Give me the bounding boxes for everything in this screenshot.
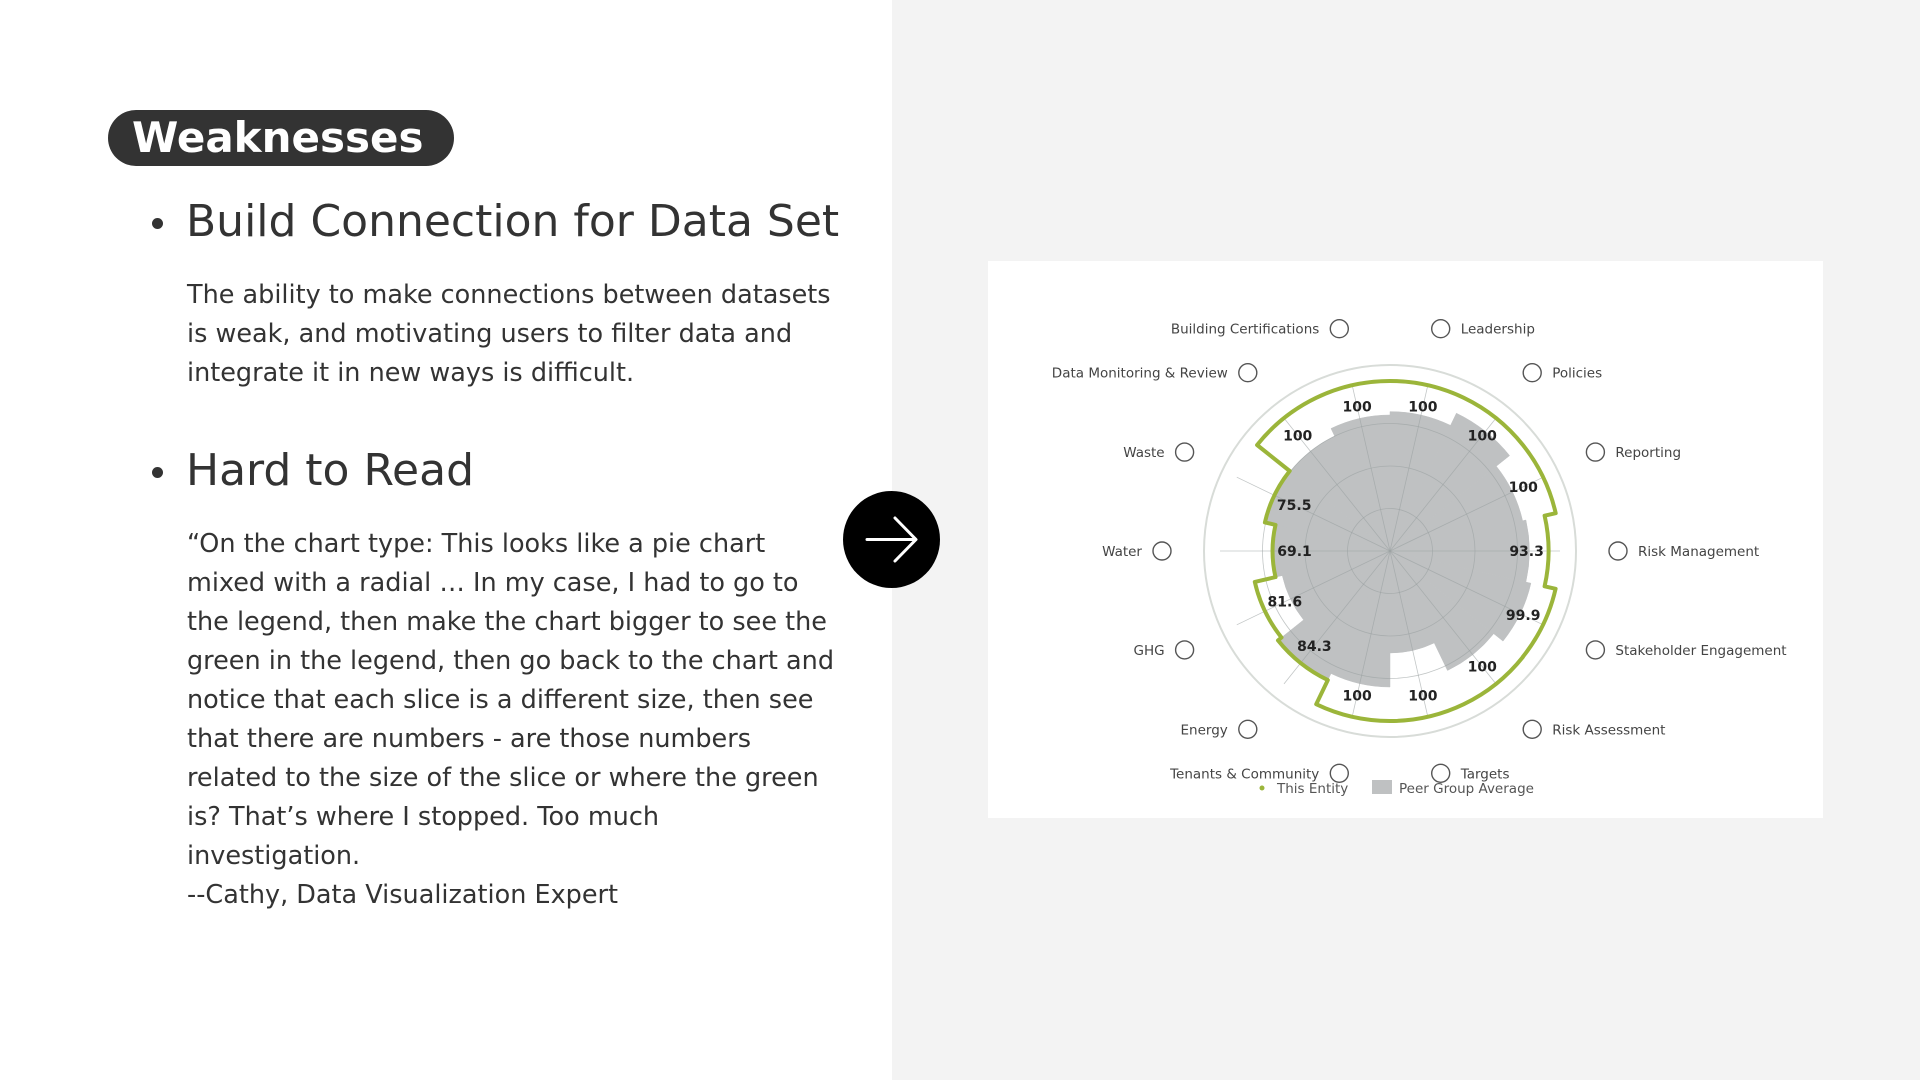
data-value-label: 93.3 xyxy=(1509,544,1544,560)
paragraph-line: integrate it in new ways is difficult. xyxy=(187,358,635,388)
category-label: Waste xyxy=(1123,445,1165,462)
legend-entity-label: This Entity xyxy=(1277,781,1349,797)
data-value-label: 100 xyxy=(1342,399,1372,416)
category-icon xyxy=(1523,364,1541,382)
data-value-label: 100 xyxy=(1467,659,1497,676)
bullet-dot xyxy=(152,218,163,229)
category-label: GHG xyxy=(1133,642,1165,659)
paragraph-line: the legend, then make the chart bigger to see the xyxy=(187,607,827,637)
category-icon xyxy=(1239,364,1257,382)
category-label: Reporting xyxy=(1615,445,1682,462)
category-icon xyxy=(1609,542,1627,560)
data-value-label: 100 xyxy=(1408,399,1438,416)
data-value-label: 100 xyxy=(1342,688,1372,705)
category-icon xyxy=(1523,720,1541,738)
category-icon xyxy=(1176,641,1194,659)
paragraph-line: is? That’s where I stopped. Too much xyxy=(187,802,659,832)
legend-entity-marker xyxy=(1260,786,1265,791)
category-label: Tenants & Community xyxy=(1170,766,1320,783)
paragraph-quote xyxy=(187,525,835,915)
paragraph-line: investigation. xyxy=(187,841,361,871)
category-icon xyxy=(1153,542,1171,560)
paragraph-line: “On the chart type: This looks like a pie chart xyxy=(187,529,766,559)
category-icon xyxy=(1176,443,1194,461)
category-icon xyxy=(1586,443,1604,461)
data-value-label: 81.6 xyxy=(1267,594,1303,611)
section-badge xyxy=(108,110,454,166)
category-label: Risk Assessment xyxy=(1552,722,1666,739)
badge-label: Weaknesses xyxy=(132,113,424,162)
data-value-label: 69.1 xyxy=(1277,544,1312,560)
data-value-label: 100 xyxy=(1283,428,1313,445)
category-label: Policies xyxy=(1552,365,1603,382)
category-label: Energy xyxy=(1180,722,1228,739)
data-value-label: 100 xyxy=(1408,688,1438,705)
left-panel xyxy=(0,0,892,1080)
data-value-label: 100 xyxy=(1508,479,1538,496)
paragraph-line: that there are numbers - are those numbers xyxy=(187,724,752,754)
next-arrow-button[interactable] xyxy=(843,491,940,588)
radial-chart xyxy=(988,261,1823,818)
data-value-label: 75.5 xyxy=(1276,497,1312,514)
category-icon xyxy=(1586,641,1604,659)
category-label: Data Monitoring & Review xyxy=(1051,365,1228,382)
data-value-label: 84.3 xyxy=(1297,638,1332,655)
paragraph-line: related to the size of the slice or where the green xyxy=(187,763,819,793)
category-icon xyxy=(1239,720,1257,738)
bullet-dot xyxy=(152,467,163,478)
paragraph-line: is weak, and motivating users to filter data and xyxy=(187,319,793,349)
data-value-label: 100 xyxy=(1467,428,1497,445)
heading-text: Build Connection for Data Set xyxy=(186,196,840,247)
radial-chart-card xyxy=(988,261,1823,818)
category-icon xyxy=(1432,320,1450,338)
paragraph-line: notice that each slice is a different size, then see xyxy=(187,685,814,715)
quote-attribution: --Cathy, Data Visualization Expert xyxy=(187,880,619,910)
paragraph-line: The ability to make connections between datasets xyxy=(187,280,831,310)
category-icon xyxy=(1432,764,1450,782)
category-icon xyxy=(1330,320,1348,338)
category-label: Water xyxy=(1102,544,1142,560)
category-label: Targets xyxy=(1460,766,1510,783)
heading-text: Hard to Read xyxy=(186,445,474,496)
category-label: Leadership xyxy=(1460,321,1535,338)
arrow-right-icon xyxy=(843,491,940,588)
category-icon xyxy=(1330,764,1348,782)
category-label: Stakeholder Engagement xyxy=(1615,642,1787,659)
paragraph-line: green in the legend, then go back to the chart and xyxy=(187,646,835,676)
paragraph-connection xyxy=(187,276,831,393)
category-label: Building Certifications xyxy=(1170,321,1320,338)
data-value-label: 99.9 xyxy=(1505,608,1541,625)
legend-peer-swatch xyxy=(1372,780,1392,794)
paragraph-line: mixed with a radial … In my case, I had to go to xyxy=(187,568,799,598)
category-label: Risk Management xyxy=(1638,544,1760,560)
legend-peer-label: Peer Group Average xyxy=(1399,781,1534,797)
